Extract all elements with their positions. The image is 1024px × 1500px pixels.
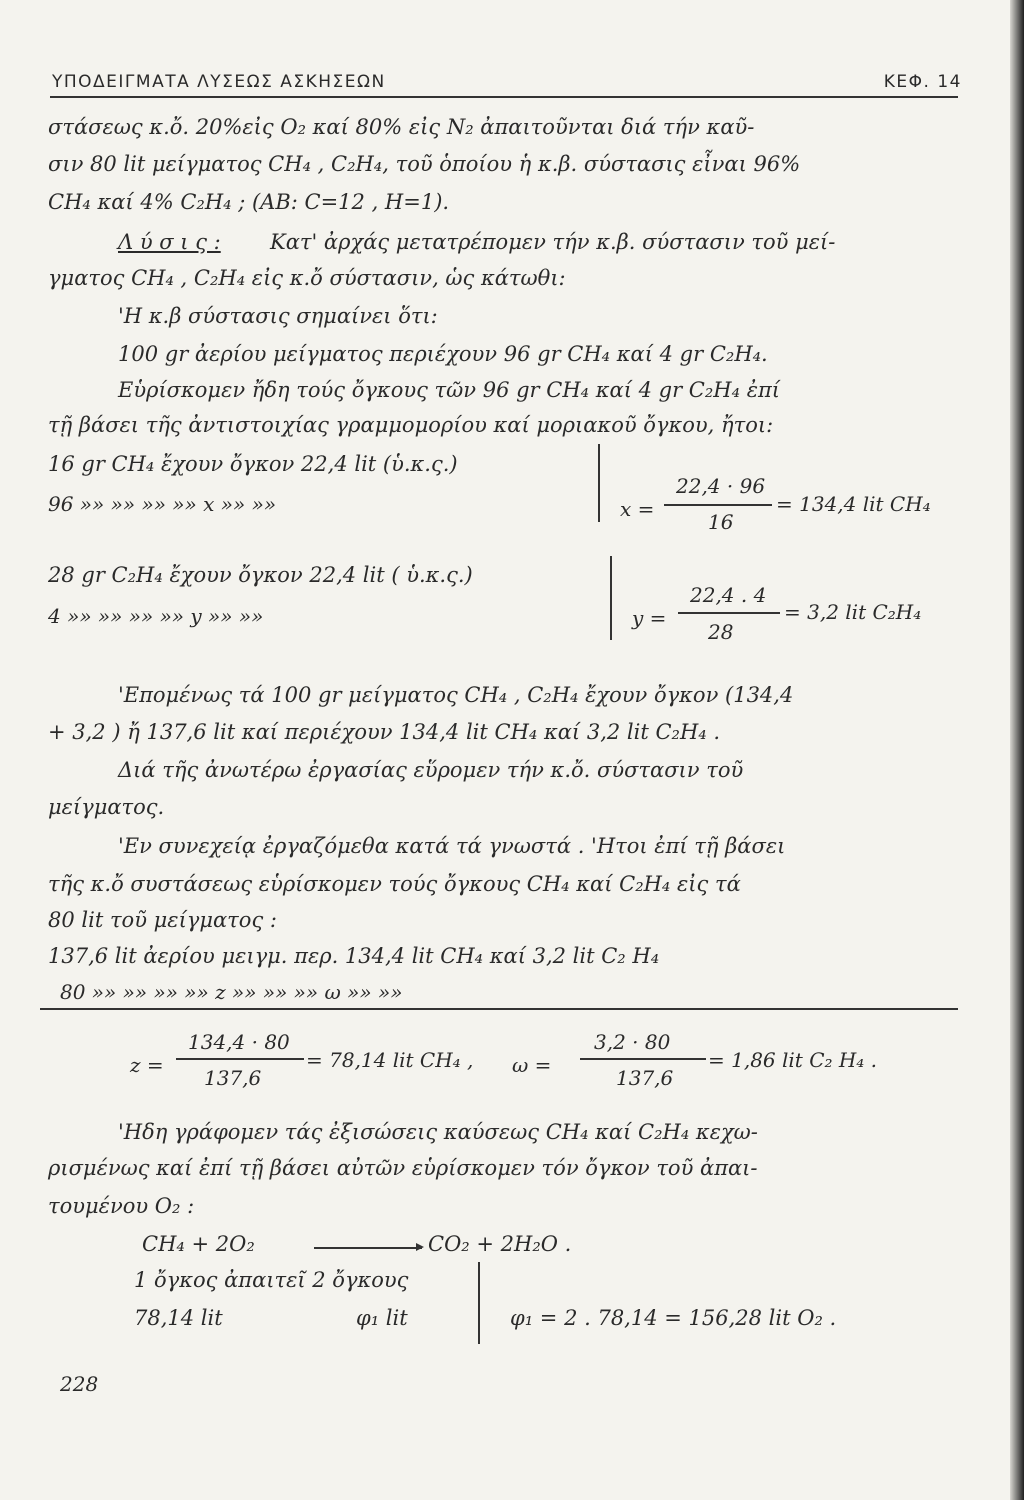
- section-rule: [40, 1008, 958, 1010]
- solution-line-17: 80 »» »» »» »» z »» »» »» ω »» »»: [60, 980, 403, 1004]
- problem-line-1: στάσεως κ.ὄ. 20%εἰς O₂ καί 80% εἰς N₂ ἀπαιτοῦνται διά τήν καῦ-: [48, 115, 755, 139]
- solution-line-10: + 3,2 ) ἤ 137,6 lit καί περιέχουν 134,4 lit CH₄ καί 3,2 lit C₂H₄ .: [48, 720, 721, 744]
- proportion-1-divider: [598, 444, 600, 522]
- solution-line-5: Εὑρίσκομεν ἤδη τούς ὄγκους τῶν 96 gr CH₄ καί 4 gr C₂H₄ ἐπί: [118, 378, 781, 402]
- reaction-arrow: [314, 1247, 422, 1249]
- proportion-1-row-b: 96 »» »» »» »» x »» »»: [48, 492, 277, 516]
- solution-line-21: τουμένου O₂ :: [48, 1194, 195, 1218]
- solution-line-14: τῆς κ.ὄ συστάσεως εὑρίσκομεν τούς ὄγκους CH₄ καί C₂H₄ εἰς τά: [48, 872, 741, 896]
- w-numerator: 3,2 · 80: [594, 1030, 671, 1054]
- solution-line-15: 80 lit τοῦ μείγματος :: [48, 908, 277, 932]
- proportion-2-divider: [610, 556, 612, 640]
- w-result: = 1,86 lit C₂ H₄ .: [708, 1048, 878, 1072]
- phi-result: φ₁ = 2 . 78,14 = 156,28 lit O₂ .: [510, 1306, 837, 1330]
- solution-line-4: 100 gr ἀερίου μείγματος περιέχουν 96 gr CH₄ καί 4 gr C₂H₄.: [118, 342, 768, 366]
- reaction-right: CO₂ + 2H₂O .: [428, 1232, 572, 1256]
- solution-line-2: γματος CH₄ , C₂H₄ εἰς κ.ὄ σύστασιν, ὡς κάτωθι:: [48, 266, 566, 290]
- page-edge-shadow: [1010, 0, 1024, 1500]
- reaction-divider: [478, 1262, 480, 1344]
- reaction-ratio-row: 1 ὄγκος ἀπαιτεῖ 2 ὄγκους: [134, 1268, 409, 1292]
- reaction-volume-phi: φ₁ lit: [356, 1306, 408, 1330]
- z-fraction-bar: [176, 1058, 304, 1060]
- solution-line-16: 137,6 lit ἀερίου μειγμ. περ. 134,4 lit CH₄ καί 3,2 lit C₂ H₄: [48, 944, 660, 968]
- solution-line-3: 'Η κ.β σύστασις σημαίνει ὅτι:: [118, 304, 438, 328]
- z-denominator: 137,6: [204, 1066, 262, 1090]
- y-denominator: 28: [708, 620, 734, 644]
- solution-line-13: 'Εν συνεχείᾳ ἐργαζόμεθα κατά τά γνωστά . 'Ητοι ἐπί τῇ βάσει: [118, 834, 786, 858]
- running-header-title: ΥΠΟΔΕΙΓΜΑΤΑ ΛΥΣΕΩΣ ΑΣΚΗΣΕΩΝ: [52, 72, 386, 92]
- problem-line-2: σιν 80 lit μείγματος CH₄ , C₂H₄, τοῦ ὁποίου ἡ κ.β. σύστασις εἶναι 96%: [48, 152, 801, 176]
- reaction-volume-ch4: 78,14 lit: [134, 1306, 223, 1330]
- page-number: 228: [60, 1372, 99, 1396]
- w-fraction-bar: [580, 1058, 706, 1060]
- solution-line-19: 'Ηδη γράφομεν τάς ἐξισώσεις καύσεως CH₄ καί C₂H₄ κεχω-: [118, 1120, 758, 1144]
- y-fraction-bar: [678, 612, 780, 614]
- problem-line-3: CH₄ καί 4% C₂H₄ ; (ΑΒ: C=12 , H=1).: [48, 190, 450, 214]
- solution-line-6: τῇ βάσει τῆς ἀντιστοιχίας γραμμομορίου καί μοριακοῦ ὄγκου, ἤτοι:: [48, 413, 774, 437]
- x-label: x =: [620, 497, 655, 521]
- header-rule: [50, 96, 958, 98]
- x-fraction-bar: [664, 504, 772, 506]
- y-result: = 3,2 lit C₂H₄: [784, 600, 922, 624]
- solution-line-11: Διά τῆς ἀνωτέρω ἐργασίας εὕρομεν τήν κ.ὄ. σύστασιν τοῦ: [118, 758, 744, 782]
- w-denominator: 137,6: [616, 1066, 674, 1090]
- solution-line-1: Κατ' ἀρχάς μετατρέπομεν τήν κ.β. σύστασιν τοῦ μεί-: [270, 230, 836, 254]
- y-label: y =: [632, 606, 667, 630]
- running-header-chapter: ΚΕΦ. 14: [883, 72, 962, 92]
- z-result: = 78,14 lit CH₄ ,: [306, 1048, 474, 1072]
- solution-line-9: 'Επομένως τά 100 gr μείγματος CH₄ , C₂H₄ ἔχουν ὄγκον (134,4: [118, 683, 794, 707]
- proportion-1-row-a: 16 gr CH₄ ἔχουν ὄγκον 22,4 lit (ὑ.κ.ς.): [48, 452, 458, 476]
- solution-line-12: μείγματος.: [48, 795, 165, 819]
- x-numerator: 22,4 · 96: [676, 474, 766, 498]
- w-label: ω =: [512, 1053, 552, 1077]
- reaction-left: CH₄ + 2O₂: [142, 1232, 255, 1256]
- y-numerator: 22,4 . 4: [690, 583, 767, 607]
- solution-line-20: ρισμένως καί ἐπί τῇ βάσει αὐτῶν εὑρίσκομεν τόν ὄγκον τοῦ ἀπαι-: [48, 1156, 758, 1180]
- x-denominator: 16: [708, 510, 734, 534]
- z-label: z =: [130, 1053, 164, 1077]
- proportion-2-row-a: 28 gr C₂H₄ ἔχουν ὄγκον 22,4 lit ( ὑ.κ.ς.): [48, 563, 473, 587]
- z-numerator: 134,4 · 80: [188, 1030, 290, 1054]
- solution-heading: Λ ύ σ ι ς :: [118, 230, 221, 254]
- x-result: = 134,4 lit CH₄: [776, 492, 931, 516]
- proportion-2-row-b: 4 »» »» »» »» y »» »»: [48, 604, 264, 628]
